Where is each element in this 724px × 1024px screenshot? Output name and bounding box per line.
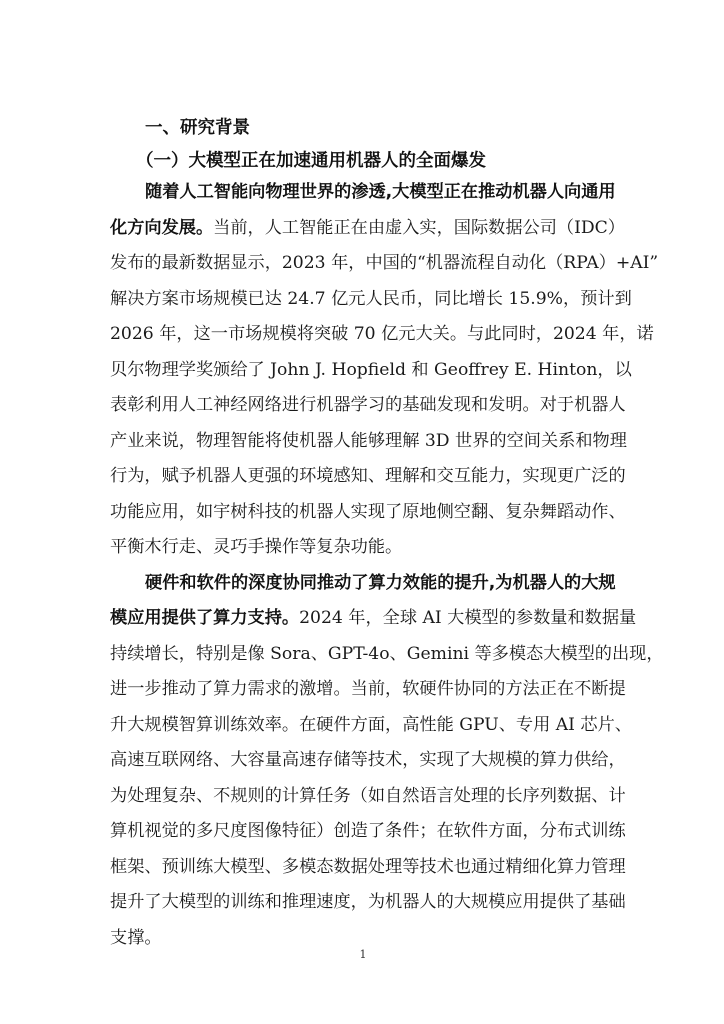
text-line: 支撑。 [110, 928, 162, 948]
text-line: 功能应用，如宇树科技的机器人实现了原地侧空翻、复杂舞蹈动作、 [110, 502, 626, 522]
text-line: 算机视觉的多尺度图像特征）创造了条件；在软件方面，分布式训练 [110, 821, 626, 841]
text-line: 为处理复杂、不规则的计算任务（如自然语言处理的长序列数据、计 [110, 786, 626, 806]
bold-lead: 模应用提供了算力支持。 [110, 608, 300, 628]
text-line: 提升了大模型的训练和推理速度，为机器人的大规模应用提供了基础 [110, 892, 626, 912]
text-line: 贝尔物理学奖颁给了 John J. Hopfield 和 Geoffrey E. Hinton，以 [110, 360, 632, 380]
text-line [145, 181, 616, 203]
text-line: 模应用提供了算力支持。2024 年，全球 AI 大模型的参数量和数据量 [110, 608, 637, 628]
bold-lead: 随着人工智能向物理世界的渗透,大模型正在推动机器人向通用 [145, 182, 616, 202]
bold-lead: 硬件和软件的深度协同推动了算力效能的提升,为机器人的大规 [145, 573, 616, 593]
subsection-heading: （一）大模型正在加速通用机器人的全面爆发 [136, 151, 486, 171]
text-line: 进一步推动了算力需求的激增。当前，软硬件协同的方法正在不断提 [110, 679, 626, 699]
text-line: 高速互联网络、大容量高速存储等技术，实现了大规模的算力供给， [110, 750, 626, 770]
text-line: 框架、预训练大模型、多模态数据处理等技术也通过精细化算力管理 [110, 857, 626, 877]
text-line: 升大规模智算训练效率。在硬件方面，高性能 GPU、专用 AI 芯片、 [110, 715, 632, 735]
text-line [145, 572, 616, 594]
page-number: 1 [359, 948, 367, 961]
section-heading: 一、研究背景 [145, 118, 250, 138]
text-line: 持续增长，特别是像 Sora、GPT-4o、Gemini 等多模态大模型的出现， [110, 644, 664, 664]
text-line: 解决方案市场规模已达 24.7 亿元人民币，同比增长 15.9%，预计到 [110, 289, 632, 309]
bold-lead: 化方向发展。 [110, 218, 214, 238]
text-line: 化方向发展。当前，人工智能正在由虚入实，国际数据公司（IDC） [110, 218, 625, 238]
text-line: 行为，赋予机器人更强的环境感知、理解和交互能力，实现更广泛的 [110, 466, 626, 486]
text-line: 表彰利用人工神经网络进行机器学习的基础发现和发明。对于机器人 [110, 395, 626, 415]
text-line: 平衡木行走、灵巧手操作等复杂功能。 [110, 537, 403, 557]
text-line: 发布的最新数据显示，2023 年，中国的“机器流程自动化（RPA）+AI” [110, 253, 659, 273]
text-line: 2026 年，这一市场规模将突破 70 亿元大关。与此同时，2024 年，诺 [110, 324, 654, 344]
text-line: 产业来说，物理智能将使机器人能够理解 3D 世界的空间关系和物理 [110, 431, 627, 451]
